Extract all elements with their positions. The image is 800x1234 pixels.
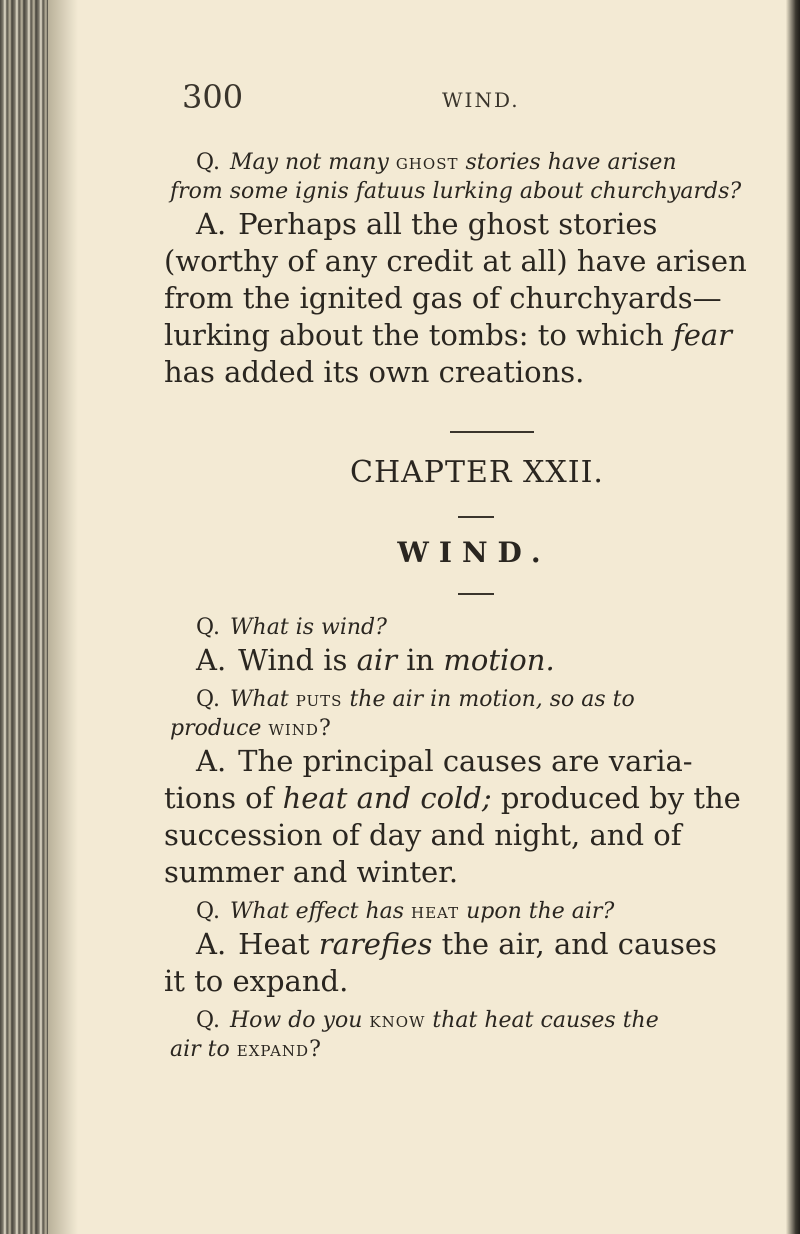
question-label: Q. [196, 150, 220, 175]
question-ghost-stories: Q. May not many ghost stories have arisen from some ignis fatuus lurking about churchyards? [170, 150, 742, 204]
answer-what-is-wind: A. Wind is air in motion. [196, 643, 555, 677]
page-header [0, 78, 800, 118]
answer-principal-causes: A. The principal causes are varia- tions of heat and cold; produced by the succession of day and night, and of summer and winter. [164, 744, 741, 889]
page-number: 300 [182, 78, 244, 116]
running-head: WIND. [442, 88, 520, 112]
question-puts-air-in-motion: Q. What puts the air in motion, so as to produce wind? [170, 687, 635, 741]
chapter-title: CHAPTER XXII. [350, 455, 604, 490]
top-rule [450, 431, 534, 433]
short-rule [458, 516, 494, 518]
question-effect-of-heat: Q. What effect has heat upon the air? [196, 899, 615, 924]
chapter-subject: WIND. [397, 536, 551, 569]
answer-label: A. [196, 207, 227, 241]
page-body [164, 148, 788, 1064]
answer-ghost-stories: A. Perhaps all the ghost stories (worthy of any credit at all) have arisen from the ignited gas of churchyards— lurking about the tombs: to which fear has added its own creations. [164, 207, 747, 389]
short-rule-2 [458, 593, 494, 595]
question-what-is-wind: Q. What is wind? [196, 615, 387, 640]
answer-heat-rarefies: A. Heat rarefies the air, and causes it to expand. [164, 927, 717, 998]
question-how-do-you-know: Q. How do you know that heat causes the air to expand? [170, 1008, 659, 1062]
